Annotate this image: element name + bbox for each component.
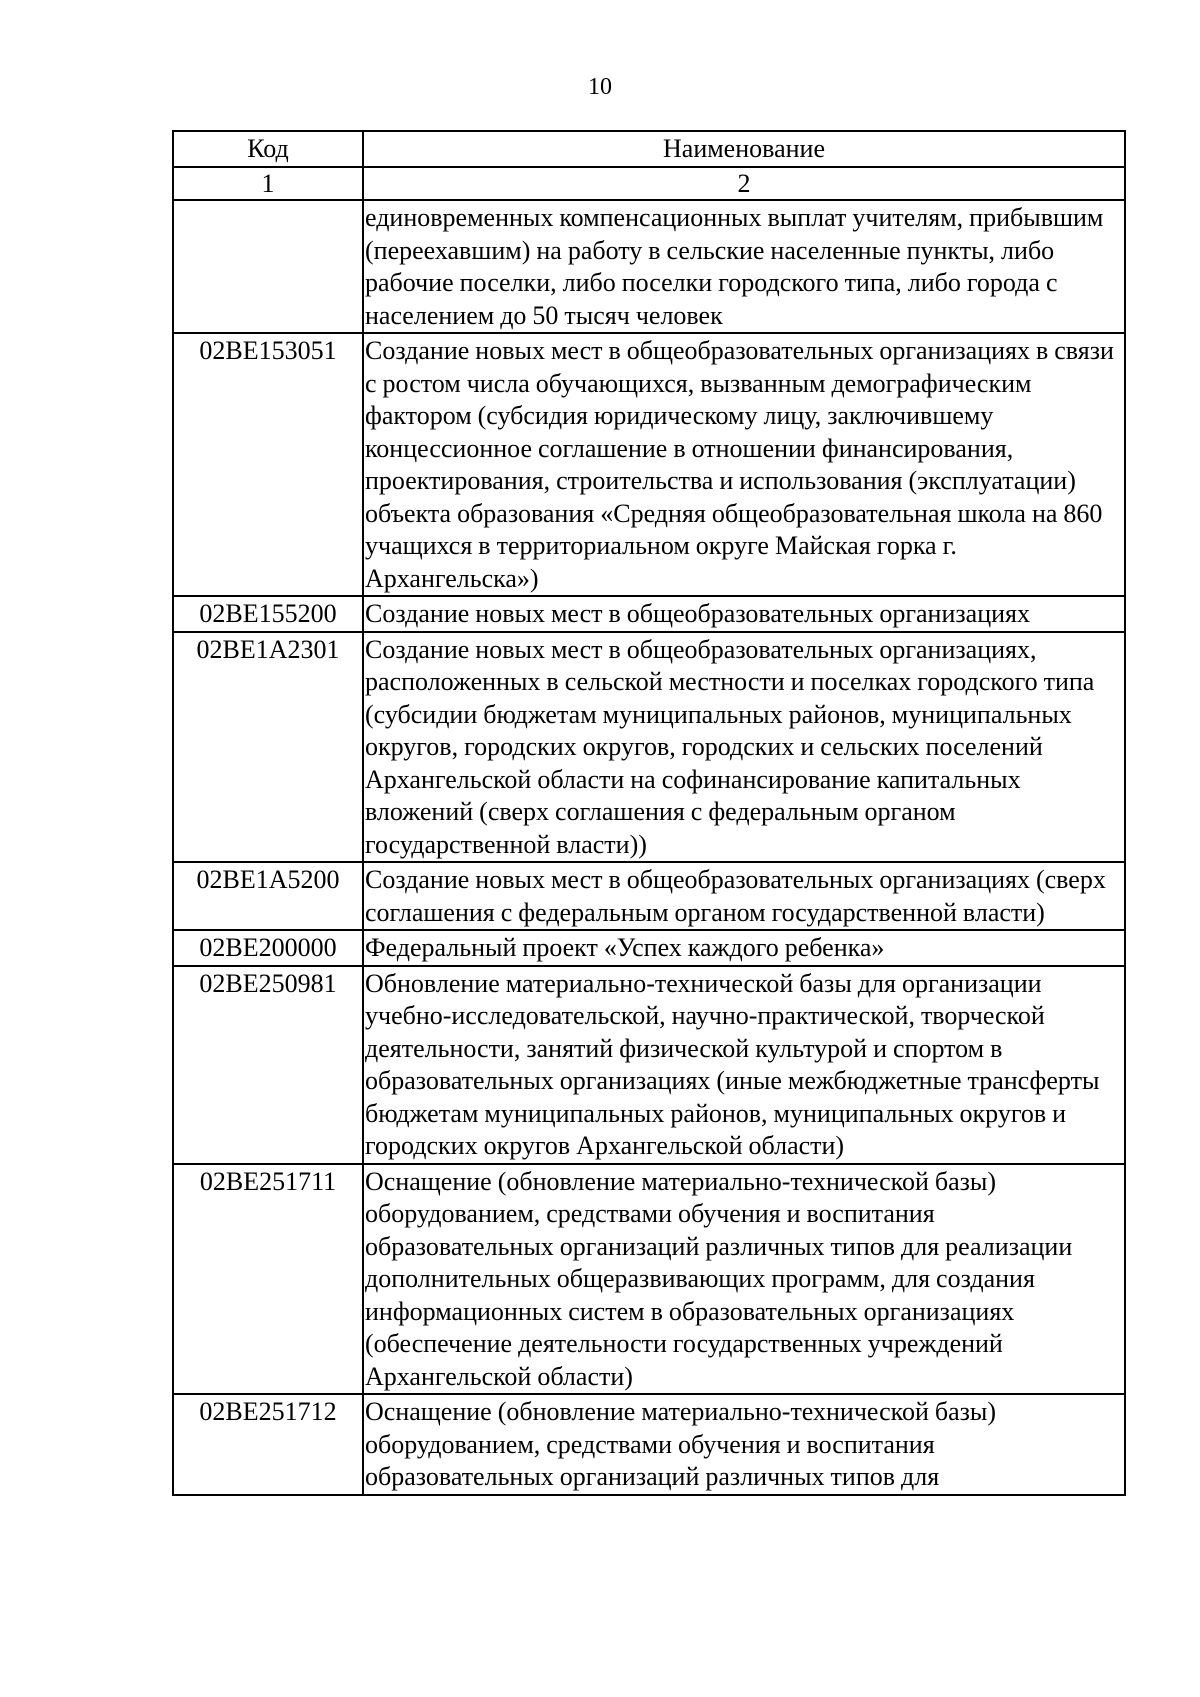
table-row <box>173 930 1125 966</box>
header-name: Наименование <box>363 131 1125 167</box>
row-name: Оснащение (обновление материально-технической базы) оборудованием, средствами обучения и воспитания образовательных организаций различных типов для реализации дополнительных общеразвивающих программ, для создания информационных систем в образовательных организациях (обеспечение деятельности государственных учреждений Архангельской области) <box>363 1164 1125 1395</box>
row-code: 02BE1A5200 <box>173 862 363 930</box>
row-name: единовременных компенсационных выплат учителям, прибывшим (переехавшим) на работу в сельские населенные пункты, либо рабочие поселки, либо поселки городского типа, либо города с населением до 50 тысяч человек <box>363 200 1125 333</box>
row-name: Федеральный проект «Успех каждого ребенка» <box>363 930 1125 966</box>
header-code: Код <box>173 131 363 167</box>
row-code: 02BE153051 <box>173 333 363 596</box>
row-code: 02BE251712 <box>173 1394 363 1495</box>
row-code: 02BE1A2301 <box>173 632 363 863</box>
table-row <box>173 632 1125 863</box>
row-name: Создание новых мест в общеобразовательных организациях <box>363 596 1125 632</box>
row-name: Обновление материально-технической базы для организации учебно-исследовательской, научно-практической, творческой деятельности, занятий физической культурой и спортом в образовательных организациях (иные межбюджетные трансферты бюджетам муниципальных районов, муниципальных округов и городских округов Архангельской области) <box>363 966 1125 1164</box>
row-code: 02BE251711 <box>173 1164 363 1395</box>
table-row <box>173 966 1125 1164</box>
column-number-row <box>173 167 1125 200</box>
table-row <box>173 1394 1125 1495</box>
table-row <box>173 1164 1125 1395</box>
table-row <box>173 200 1125 333</box>
row-name: Создание новых мест в общеобразовательных организациях, расположенных в сельской местности и поселках городского типа (субсидии бюджетам муниципальных районов, муниципальных округов, городских округов, городских и сельских поселений Архангельской области на софинансирование капитальных вложений (сверх соглашения с федеральным органом государственной власти)) <box>363 632 1125 863</box>
table-row <box>173 862 1125 930</box>
row-code: 02BE250981 <box>173 966 363 1164</box>
page-number: 10 <box>588 74 612 100</box>
budget-classification-table <box>172 130 1126 1496</box>
row-code: 02BE200000 <box>173 930 363 966</box>
row-code: 02BE155200 <box>173 596 363 632</box>
column-number-code: 1 <box>173 167 363 200</box>
row-code <box>173 200 363 333</box>
row-name: Создание новых мест в общеобразовательных организациях в связи с ростом числа обучающихся, вызванным демографическим фактором (субсидия юридическому лицу, заключившему концессионное соглашение в отношении финансирования, проектирования, строительства и использования (эксплуатации) объекта образования «Средняя общеобразовательная школа на 860 учащихся в территориальном округе Майская горка г. Архангельска») <box>363 333 1125 596</box>
table-header-row <box>173 131 1125 167</box>
row-name: Оснащение (обновление материально-технической базы) оборудованием, средствами обучения и воспитания образовательных организаций различных типов для <box>363 1394 1125 1495</box>
table-row <box>173 333 1125 596</box>
row-name: Создание новых мест в общеобразовательных организациях (сверх соглашения с федеральным органом государственной власти) <box>363 862 1125 930</box>
column-number-name: 2 <box>363 167 1125 200</box>
table-row <box>173 596 1125 632</box>
